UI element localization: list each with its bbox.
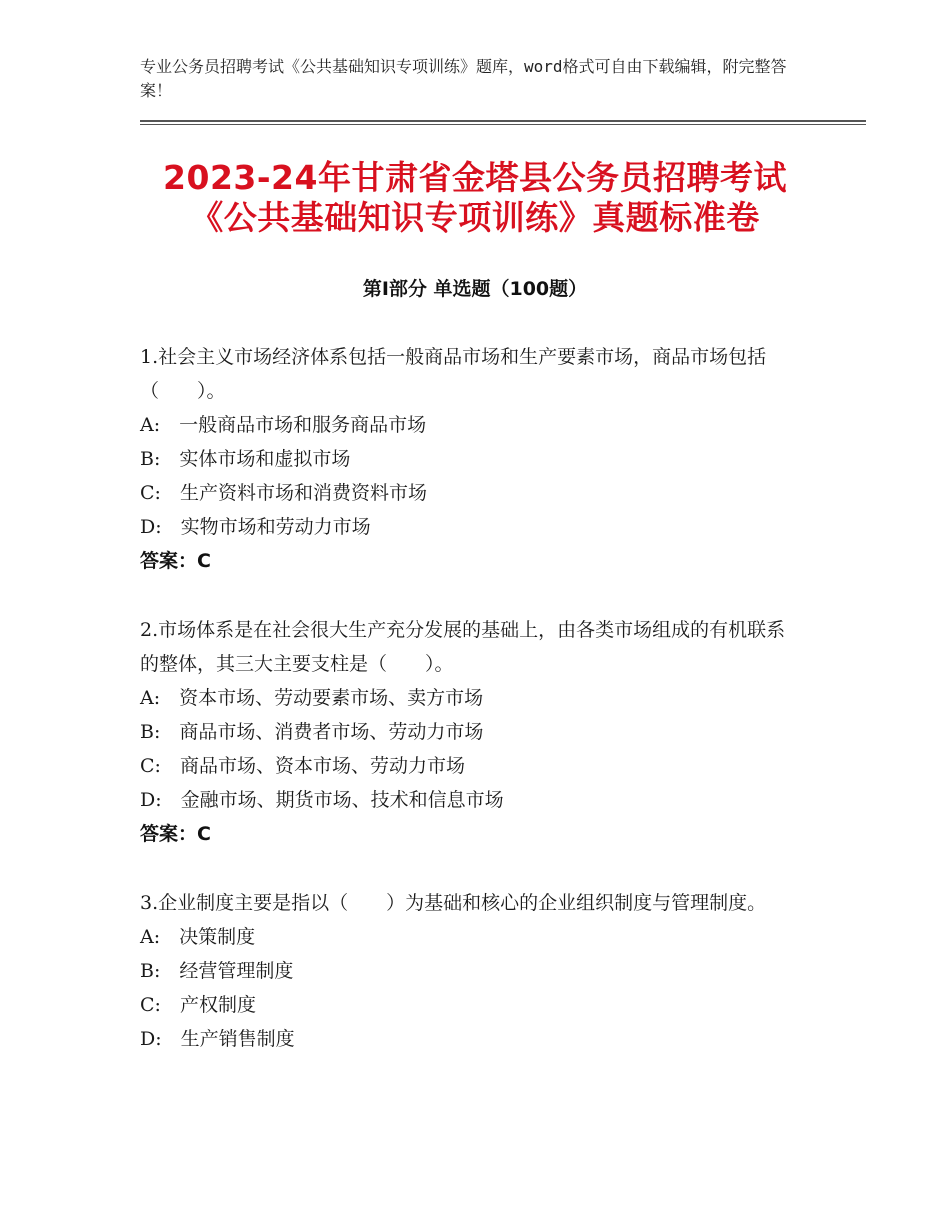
document-title: [100, 158, 850, 238]
question-3: [140, 886, 800, 1056]
question-stem: 1.社会主义市场经济体系包括一般商品市场和生产要素市场，商品市场包括（ ）。: [140, 346, 767, 402]
option-c: C: 产权制度: [140, 994, 256, 1016]
answer-label: 答案：C: [140, 550, 211, 572]
option-c: C: 商品市场、资本市场、劳动力市场: [140, 755, 465, 777]
option-a: A: 一般商品市场和服务商品市场: [140, 414, 427, 436]
question-stem: 2.市场体系是在社会很大生产充分发展的基础上，由各类市场组成的有机联系的整体，其三大主要支柱是（ ）。: [140, 619, 786, 675]
document-title-line-2: 《公共基础知识专项训练》真题标准卷: [190, 198, 760, 237]
question-1: [140, 340, 800, 578]
question-stem: 3.企业制度主要是指以（ ）为基础和核心的企业组织制度与管理制度。: [140, 892, 767, 914]
option-d: D: 生产销售制度: [140, 1028, 295, 1050]
header-divider-thin: [140, 124, 866, 125]
option-d: D: 金融市场、期货市场、技术和信息市场: [140, 789, 504, 811]
option-b: B: 经营管理制度: [140, 960, 294, 982]
option-d: D: 实物市场和劳动力市场: [140, 516, 371, 538]
option-a: A: 决策制度: [140, 926, 256, 948]
answer-label: 答案：C: [140, 823, 211, 845]
option-b: B: 实体市场和虚拟市场: [140, 448, 351, 470]
option-b: B: 商品市场、消费者市场、劳动力市场: [140, 721, 484, 743]
header-note: 专业公务员招聘考试《公共基础知识专项训练》题库，word格式可自由下载编辑，附完整答案！: [140, 57, 787, 100]
header-divider: [140, 120, 866, 122]
option-c: C: 生产资料市场和消费资料市场: [140, 482, 427, 504]
question-2: [140, 613, 800, 851]
option-a: A: 资本市场、劳动要素市场、卖方市场: [140, 687, 484, 709]
section-heading: 第Ⅰ部分 单选题（100题）: [362, 278, 588, 300]
document-title-line-1: 2023-24年甘肃省金塔县公务员招聘考试: [163, 158, 787, 197]
